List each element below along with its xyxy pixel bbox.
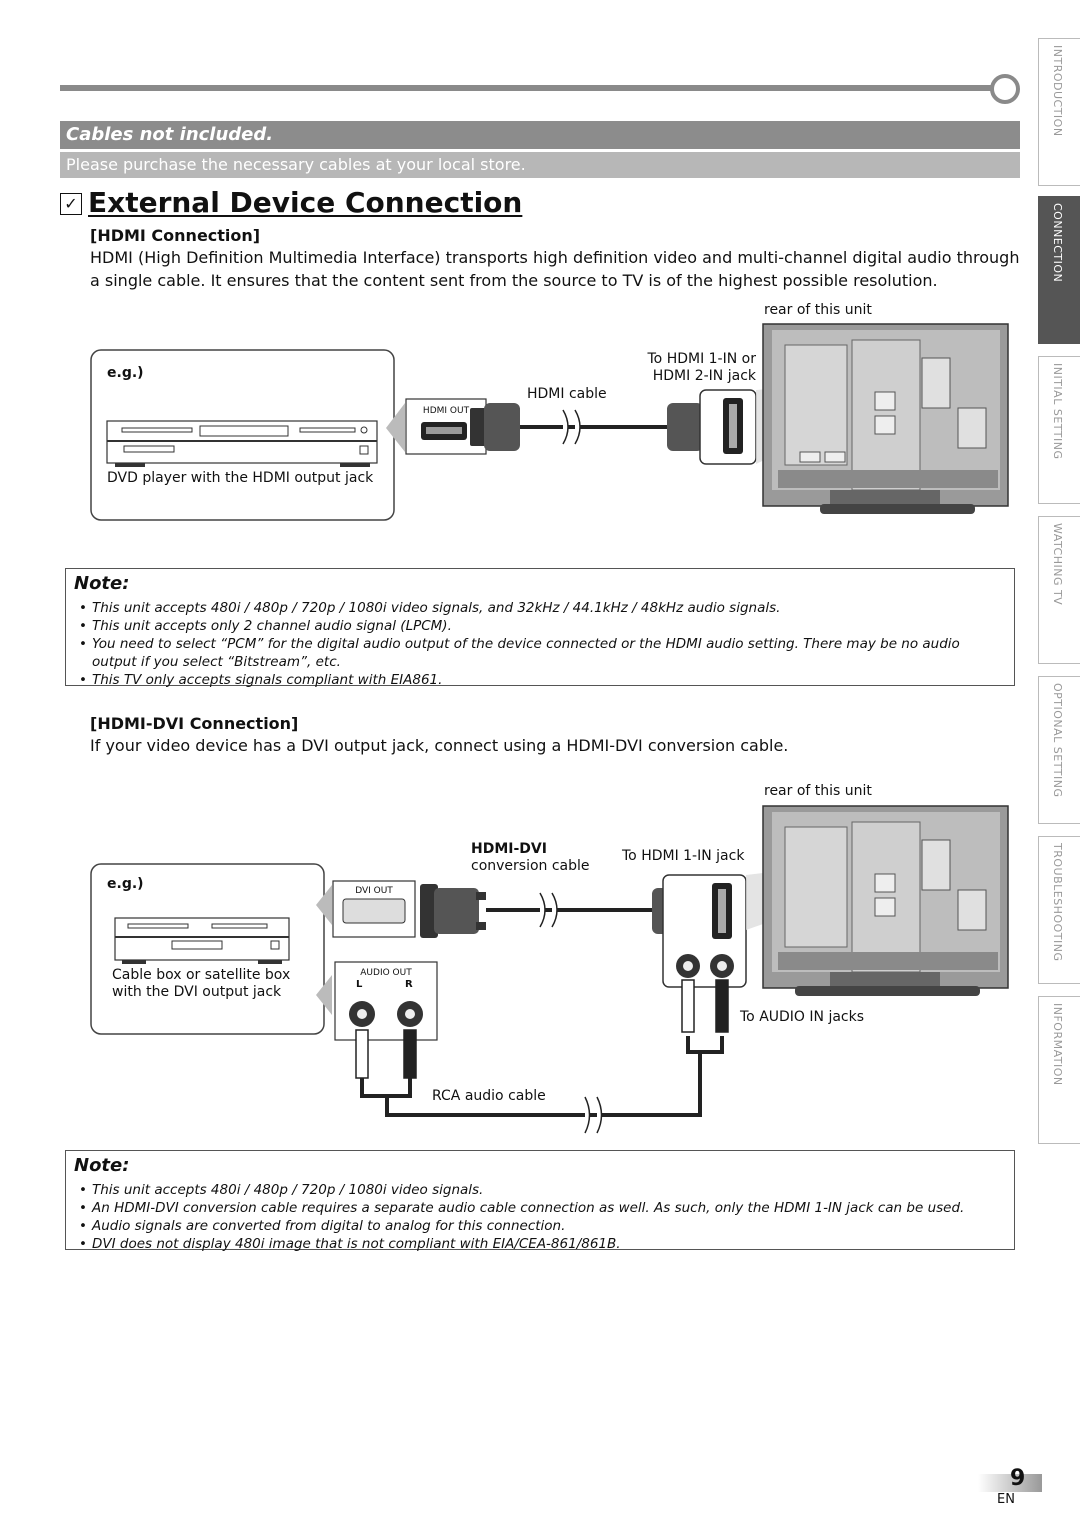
tab-label: TROUBLESHOOTING: [1051, 843, 1064, 962]
hdmi-description: HDMI (High Definition Multimedia Interface) transports high definition video and multi-channel digital audio through a single cable. It ensures that the content sent from the source to TV is of the highest possible resolution.: [90, 248, 1020, 290]
hdmi-eg-label: e.g.): [107, 365, 144, 381]
note-item: • This unit accepts only 2 channel audio signal (LPCM).: [74, 617, 1004, 635]
cables-banner-subtitle: Please purchase the necessary cables at your local store.: [60, 152, 1020, 178]
hdmi-rear-label: rear of this unit: [764, 302, 872, 318]
dvi-cable-label-1: HDMI-DVI: [471, 841, 547, 857]
tab-label: INTRODUCTION: [1051, 45, 1064, 137]
tab-initial-setting[interactable]: [1038, 356, 1080, 504]
hdmi-heading: [HDMI Connection]: [90, 226, 261, 245]
rca-cable-label: RCA audio cable: [432, 1088, 546, 1104]
tab-label: INFORMATION: [1051, 1003, 1064, 1086]
cable-box-label-1: Cable box or satellite box: [112, 967, 291, 983]
tv-hdmi-audio-panel: [663, 875, 746, 987]
note-hdmi: [65, 568, 1015, 686]
dvi-cable-label-2: conversion cable: [471, 858, 590, 874]
tab-troubleshooting[interactable]: [1038, 836, 1080, 984]
tab-label: OPTIONAL SETTING: [1051, 683, 1064, 798]
checkbox-icon: ✓: [60, 193, 82, 215]
hdmi-out-label: HDMI OUT: [422, 406, 470, 416]
note-item: • An HDMI-DVI conversion cable requires a separate audio cable connection as well. As such, only the HDMI 1-IN jack can be used.: [74, 1199, 1004, 1217]
audio-l-label: L: [356, 979, 363, 990]
note-item: • This unit accepts 480i / 480p / 720p / 1080i video signals.: [74, 1181, 1004, 1199]
hdmi-cable-icon: [470, 403, 722, 451]
tab-watching-tv[interactable]: [1038, 516, 1080, 664]
dvi-eg-label: e.g.): [107, 876, 144, 892]
tab-label: CONNECTION: [1051, 203, 1064, 283]
page-number: 9: [1010, 1466, 1026, 1491]
note-item: • This TV only accepts signals compliant with EIA861.: [74, 671, 1004, 689]
tab-information[interactable]: [1038, 996, 1080, 1144]
note-item: • This unit accepts 480i / 480p / 720p / 1080i video signals, and 32kHz / 44.1kHz / 48kHz audio signals.: [74, 599, 1004, 617]
hdmi-dvi-cable-icon: [420, 884, 688, 938]
dvd-player-icon: [107, 421, 377, 467]
note-dvi: [65, 1150, 1015, 1250]
tv-rear-icon: [763, 324, 1008, 514]
dvi-heading: [HDMI-DVI Connection]: [90, 714, 299, 733]
hdmi-cable-label: HDMI cable: [527, 386, 607, 402]
language-label: EN: [997, 1492, 1015, 1507]
audio-in-label: To AUDIO IN jacks: [740, 1009, 865, 1025]
note-item: • You need to select “PCM” for the digital audio output of the device connected or the HDMI audio setting. There may be no audio output if you select “Bitstream”, etc.: [74, 635, 1004, 671]
dvi-socket-icon: [343, 899, 405, 923]
audio-out-label: AUDIO OUT: [360, 968, 412, 978]
tab-introduction[interactable]: [1038, 38, 1080, 186]
dvd-player-label: DVD player with the HDMI output jack: [107, 470, 374, 486]
cable-box-icon: [115, 918, 289, 964]
section-title-text: External Device Connection: [88, 186, 523, 219]
tab-label: WATCHING TV: [1051, 523, 1064, 606]
note-dvi-title: Note:: [74, 1155, 130, 1176]
cable-box-label-2: with the DVI output jack: [112, 984, 282, 1000]
hdmi-jack-label-1: To HDMI 1-IN or: [647, 351, 756, 367]
tv-rear-icon-2: [763, 806, 1008, 996]
hdmi-callout-pointer: [386, 403, 405, 452]
note-item: • Audio signals are converted from digital to analog for this connection.: [74, 1217, 1004, 1235]
dvi-rear-label: rear of this unit: [764, 783, 872, 799]
dvi-description: If your video device has a DVI output jack, connect using a HDMI-DVI conversion cable.: [90, 736, 789, 755]
dvi-jack-label: To HDMI 1-IN jack: [622, 848, 745, 864]
tab-label: INITIAL SETTING: [1051, 363, 1064, 460]
tab-connection[interactable]: [1038, 196, 1080, 344]
dvi-out-label: DVI OUT: [355, 886, 393, 896]
note-item: • DVI does not display 480i image that is not compliant with EIA/CEA-861/861B.: [74, 1235, 1004, 1253]
cables-banner-title: Cables not included.: [60, 121, 1020, 149]
audio-r-label: R: [405, 979, 413, 990]
note-hdmi-title: Note:: [74, 573, 130, 594]
tab-optional-setting[interactable]: [1038, 676, 1080, 824]
hdmi-jack-label-2: HDMI 2-IN jack: [652, 368, 756, 384]
